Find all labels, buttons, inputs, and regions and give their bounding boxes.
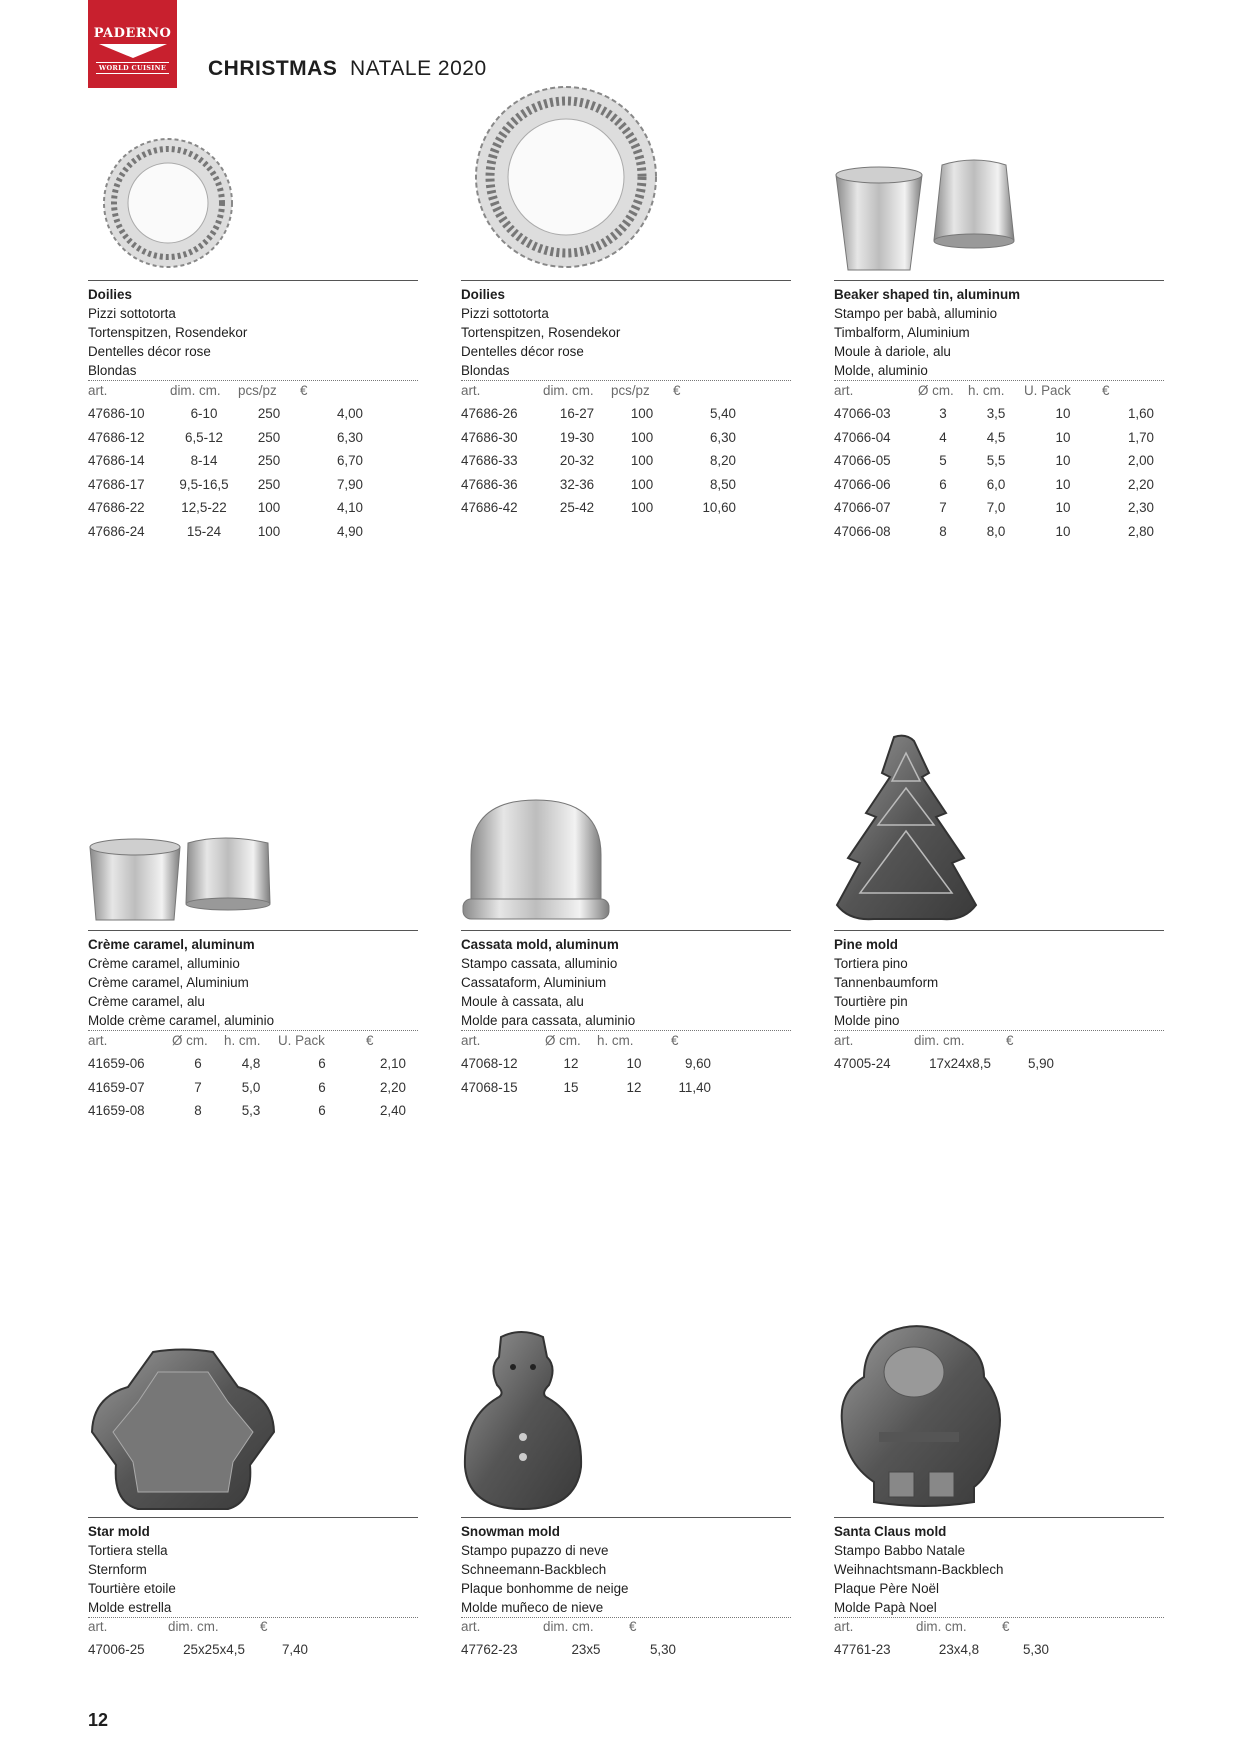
cell: 47686-42: [461, 500, 518, 516]
column-header: €: [1006, 1032, 1014, 1048]
cell: 6: [318, 1056, 326, 1072]
cell: 12: [563, 1056, 579, 1072]
cell: 47066-05: [834, 453, 891, 469]
table-row: [834, 1638, 1049, 1662]
cell: 47686-26: [461, 406, 518, 422]
product-desc-line: Molde crème caramel, aluminio: [88, 1011, 418, 1031]
cell: 4,8: [241, 1056, 261, 1072]
table-header-row: [88, 1614, 308, 1638]
cell: 4,00: [336, 406, 363, 422]
cell: 47066-04: [834, 429, 891, 445]
cell: 10: [1055, 406, 1071, 422]
table-row: [88, 520, 363, 544]
column-header: dim. cm.: [914, 1032, 965, 1048]
product-name: Crème caramel, aluminum: [88, 937, 255, 952]
cell: 250: [257, 429, 281, 445]
product-desc-line: Pizzi sottotorta: [461, 306, 549, 321]
table-row: [461, 426, 736, 450]
cell: 8,50: [709, 476, 736, 492]
product-table: [461, 1614, 676, 1662]
cell: 2,20: [1127, 476, 1154, 492]
cell: 6,30: [709, 429, 736, 445]
cell: 5,30: [649, 1642, 676, 1658]
cell: 5,0: [241, 1079, 261, 1095]
table-row: [461, 473, 736, 497]
cell: 2,30: [1127, 500, 1154, 516]
cell: 10: [626, 1056, 642, 1072]
cell: 100: [630, 406, 654, 422]
table-row: [88, 473, 363, 497]
product-desc-line: Molde estrella: [88, 1598, 418, 1618]
product-desc-line: Crème caramel, alluminio: [88, 956, 240, 971]
cell: 12,5-22: [181, 500, 227, 516]
cell: 47066-08: [834, 523, 891, 539]
product-table: [834, 1614, 1049, 1662]
cell: 11,40: [678, 1079, 711, 1095]
cell: 10: [1055, 453, 1071, 469]
table-row: [88, 402, 363, 426]
cell: 9,5-16,5: [179, 476, 229, 492]
product-desc-line: Crème caramel, alu: [88, 994, 205, 1009]
cell: 7,90: [336, 476, 363, 492]
cell: 250: [257, 453, 281, 469]
table-row: [88, 1099, 406, 1123]
cell: 10: [1055, 476, 1071, 492]
santa-claus-mold-icon: [834, 1322, 1009, 1510]
lace-doily-icon: [88, 135, 248, 270]
cell: 6-10: [190, 406, 218, 422]
table-row: [834, 426, 1154, 450]
column-header: Ø cm.: [172, 1032, 208, 1048]
cell: 4: [939, 429, 947, 445]
product-desc-line: Moule à dariole, alu: [834, 344, 951, 359]
column-header: €: [673, 382, 681, 398]
column-header: art.: [88, 1618, 108, 1634]
cell: 47068-15: [461, 1079, 518, 1095]
table-header-row: [834, 1614, 1049, 1638]
table-header-row: [834, 1028, 1054, 1052]
product-desc-line: Stampo pupazzo di neve: [461, 1543, 609, 1558]
cell: 2,10: [379, 1056, 406, 1072]
cell: 41659-07: [88, 1079, 145, 1095]
column-header: €: [1102, 382, 1110, 398]
column-header: art.: [461, 1618, 481, 1634]
column-header: art.: [461, 1032, 481, 1048]
cell: 10: [1055, 500, 1071, 516]
product-desc-line: Stampo cassata, alluminio: [461, 956, 618, 971]
star-mold-icon: [88, 1347, 278, 1512]
cell: 47686-10: [88, 406, 145, 422]
table-header-row: [834, 378, 1154, 402]
cell: 2,20: [379, 1079, 406, 1095]
page-title-regular: NATALE 2020: [350, 57, 487, 80]
cell: 8: [194, 1103, 202, 1119]
cell: 47005-24: [834, 1056, 891, 1072]
product-table: [88, 378, 363, 543]
cell: 6: [194, 1056, 202, 1072]
page-title-bold: CHRISTMAS: [208, 57, 338, 80]
cell: 41659-08: [88, 1103, 145, 1119]
cell: 2,80: [1127, 523, 1154, 539]
cell: 15: [563, 1079, 579, 1095]
product-table: [834, 1028, 1054, 1076]
product-desc-line: Molde muñeco de nieve: [461, 1598, 791, 1618]
product-table: [461, 378, 736, 520]
column-header: dim. cm.: [543, 1618, 594, 1634]
column-header: dim. cm.: [168, 1618, 219, 1634]
column-header: U. Pack: [278, 1032, 325, 1048]
table-row: [88, 496, 363, 520]
paderno-logo: [88, 0, 177, 88]
product-desc-line: Tortenspitzen, Rosendekor: [461, 325, 621, 340]
cell: 2,00: [1127, 453, 1154, 469]
cell: 47686-30: [461, 429, 518, 445]
product-table: [88, 1028, 406, 1123]
cell: 25x25x4,5: [183, 1642, 245, 1658]
column-header: pcs/pz: [238, 382, 277, 398]
cell: 5: [939, 453, 947, 469]
product-desc-line: Blondas: [461, 361, 791, 381]
table-row: [834, 449, 1154, 473]
product-desc-line: Dentelles décor rose: [461, 344, 584, 359]
product-desc-line: Plaque bonhomme de neige: [461, 1581, 629, 1596]
cell: 47066-07: [834, 500, 891, 516]
cell: 2,40: [379, 1103, 406, 1119]
table-row: [834, 1052, 1054, 1076]
product-name: Snowman mold: [461, 1524, 560, 1539]
cell: 41659-06: [88, 1056, 145, 1072]
cell: 5,90: [1027, 1056, 1054, 1072]
cell: 1,70: [1127, 429, 1154, 445]
cell: 100: [630, 476, 654, 492]
table-row: [461, 496, 736, 520]
product-desc-line: Cassataform, Aluminium: [461, 975, 607, 990]
lace-doily-icon: [461, 85, 676, 275]
product-desc-line: Stampo per babà, alluminio: [834, 306, 998, 321]
column-header: Ø cm.: [918, 382, 954, 398]
cell: 8,0: [986, 523, 1006, 539]
cell: 6: [318, 1079, 326, 1095]
cassata-dome-mold-icon: [461, 795, 611, 925]
cell: 47066-03: [834, 406, 891, 422]
table-row: [461, 449, 736, 473]
cell: 6,5-12: [185, 429, 223, 445]
cell: 47066-06: [834, 476, 891, 492]
table-row: [88, 1638, 308, 1662]
column-header: €: [260, 1618, 268, 1634]
cell: 20-32: [559, 453, 595, 469]
table-row: [88, 426, 363, 450]
product-desc-line: Molde, aluminio: [834, 361, 1164, 381]
table-row: [461, 402, 736, 426]
column-header: art.: [461, 382, 481, 398]
table-row: [88, 1076, 406, 1100]
cell: 5,40: [709, 406, 736, 422]
product-desc-line: Weihnachtsmann-Backblech: [834, 1562, 1004, 1577]
cell: 25-42: [559, 500, 595, 516]
snowman-mold-icon: [461, 1327, 586, 1512]
table-row: [834, 496, 1154, 520]
product-desc-line: Molde pino: [834, 1011, 1164, 1031]
cell: 100: [630, 429, 654, 445]
cell: 16-27: [559, 406, 595, 422]
logo-tagline: WORLD CUISINE: [96, 62, 169, 74]
cell: 7: [939, 500, 947, 516]
table-header-row: [461, 1614, 676, 1638]
cell: 4,5: [986, 429, 1006, 445]
table-row: [834, 402, 1154, 426]
cell: 8,20: [709, 453, 736, 469]
column-header: €: [1002, 1618, 1010, 1634]
cell: 17x24x8,5: [929, 1056, 991, 1072]
product-name: Santa Claus mold: [834, 1524, 947, 1539]
table-header-row: [461, 378, 736, 402]
product-name: Cassata mold, aluminum: [461, 937, 619, 952]
beaker-tins-icon: [834, 155, 1024, 275]
table-header-row: [88, 378, 363, 402]
cell: 23x5: [571, 1642, 601, 1658]
column-header: €: [671, 1032, 679, 1048]
cell: 7,0: [986, 500, 1006, 516]
cell: 6: [939, 476, 947, 492]
column-header: €: [366, 1032, 374, 1048]
product-desc-line: Stampo Babbo Natale: [834, 1543, 966, 1558]
cell: 47686-14: [88, 453, 145, 469]
cell: 32-36: [559, 476, 595, 492]
product-desc-line: Tortiera pino: [834, 956, 908, 971]
cell: 6,30: [336, 429, 363, 445]
cell: 5,30: [1022, 1642, 1049, 1658]
cell: 23x4,8: [938, 1642, 980, 1658]
column-header: art.: [834, 382, 854, 398]
cell: 15-24: [186, 523, 222, 539]
column-header: art.: [834, 1618, 854, 1634]
column-header: h. cm.: [224, 1032, 261, 1048]
table-row: [461, 1076, 711, 1100]
cell: 47068-12: [461, 1056, 518, 1072]
cell: 100: [630, 500, 654, 516]
column-header: art.: [88, 382, 108, 398]
table-row: [88, 449, 363, 473]
product-name: Beaker shaped tin, aluminum: [834, 287, 1021, 302]
cell: 3,5: [986, 406, 1006, 422]
cell: 100: [257, 523, 281, 539]
cell: 7: [194, 1079, 202, 1095]
table-header-row: [88, 1028, 406, 1052]
product-desc-line: Plaque Père Noël: [834, 1581, 939, 1596]
cell: 10: [1055, 523, 1071, 539]
product-table: [834, 378, 1154, 543]
column-header: pcs/pz: [611, 382, 650, 398]
product-table: [461, 1028, 711, 1099]
creme-caramel-molds-icon: [88, 835, 278, 925]
product-desc-line: Molde Papà Noel: [834, 1598, 1164, 1618]
product-table: [88, 1614, 308, 1662]
cell: 19-30: [559, 429, 595, 445]
cell: 10,60: [702, 500, 736, 516]
product-desc-line: Moule à cassata, alu: [461, 994, 584, 1009]
cell: 47762-23: [461, 1642, 518, 1658]
cell: 9,60: [684, 1056, 711, 1072]
table-row: [834, 473, 1154, 497]
product-name: Pine mold: [834, 937, 898, 952]
cell: 100: [630, 453, 654, 469]
product-desc-line: Schneemann-Backblech: [461, 1562, 607, 1577]
column-header: €: [300, 382, 308, 398]
product-desc-line: Timbalform, Aluminium: [834, 325, 970, 340]
cell: 47686-22: [88, 500, 145, 516]
product-desc-line: Dentelles décor rose: [88, 344, 211, 359]
cell: 6,70: [336, 453, 363, 469]
column-header: art.: [834, 1032, 854, 1048]
cell: 250: [257, 476, 281, 492]
cell: 10: [1055, 429, 1071, 445]
table-header-row: [461, 1028, 711, 1052]
cell: 4,10: [336, 500, 363, 516]
column-header: dim. cm.: [916, 1618, 967, 1634]
product-desc-line: Tourtière etoile: [88, 1581, 176, 1596]
cell: 3: [939, 406, 947, 422]
logo-chevron-icon: [99, 44, 167, 58]
table-row: [461, 1638, 676, 1662]
product-name: Star mold: [88, 1524, 150, 1539]
product-desc-line: Crème caramel, Aluminium: [88, 975, 249, 990]
column-header: h. cm.: [968, 382, 1005, 398]
cell: 100: [257, 500, 281, 516]
table-row: [88, 1052, 406, 1076]
column-header: dim. cm.: [170, 382, 221, 398]
product-desc-line: Tortiera stella: [88, 1543, 168, 1558]
page-number: 12: [88, 1710, 109, 1730]
product-desc-line: Molde para cassata, aluminio: [461, 1011, 791, 1031]
cell: 5,3: [241, 1103, 261, 1119]
product-name: Doilies: [88, 287, 132, 302]
pine-tree-mold-icon: [834, 733, 979, 923]
cell: 47761-23: [834, 1642, 891, 1658]
cell: 47686-17: [88, 476, 145, 492]
table-row: [461, 1052, 711, 1076]
column-header: dim. cm.: [543, 382, 594, 398]
product-desc-line: Pizzi sottotorta: [88, 306, 176, 321]
cell: 7,40: [281, 1642, 308, 1658]
cell: 1,60: [1127, 406, 1154, 422]
cell: 250: [257, 406, 281, 422]
cell: 12: [626, 1079, 642, 1095]
product-desc-line: Tourtière pin: [834, 994, 908, 1009]
column-header: U. Pack: [1024, 382, 1071, 398]
page-title: [208, 57, 487, 81]
table-row: [834, 520, 1154, 544]
cell: 4,90: [336, 523, 363, 539]
product-desc-line: Blondas: [88, 361, 418, 381]
cell: 47686-24: [88, 523, 145, 539]
logo-brand-text: PADERNO: [93, 26, 172, 41]
product-desc-line: Tannenbaumform: [834, 975, 939, 990]
cell: 8: [939, 523, 947, 539]
cell: 5,5: [986, 453, 1006, 469]
cell: 6: [318, 1103, 326, 1119]
column-header: h. cm.: [597, 1032, 634, 1048]
cell: 47686-12: [88, 429, 145, 445]
cell: 6,0: [986, 476, 1006, 492]
column-header: Ø cm.: [545, 1032, 581, 1048]
product-desc-line: Sternform: [88, 1562, 147, 1577]
cell: 47686-33: [461, 453, 518, 469]
cell: 8-14: [190, 453, 218, 469]
column-header: €: [629, 1618, 637, 1634]
cell: 47686-36: [461, 476, 518, 492]
column-header: art.: [88, 1032, 108, 1048]
product-name: Doilies: [461, 287, 505, 302]
cell: 47006-25: [88, 1642, 145, 1658]
product-desc-line: Tortenspitzen, Rosendekor: [88, 325, 248, 340]
